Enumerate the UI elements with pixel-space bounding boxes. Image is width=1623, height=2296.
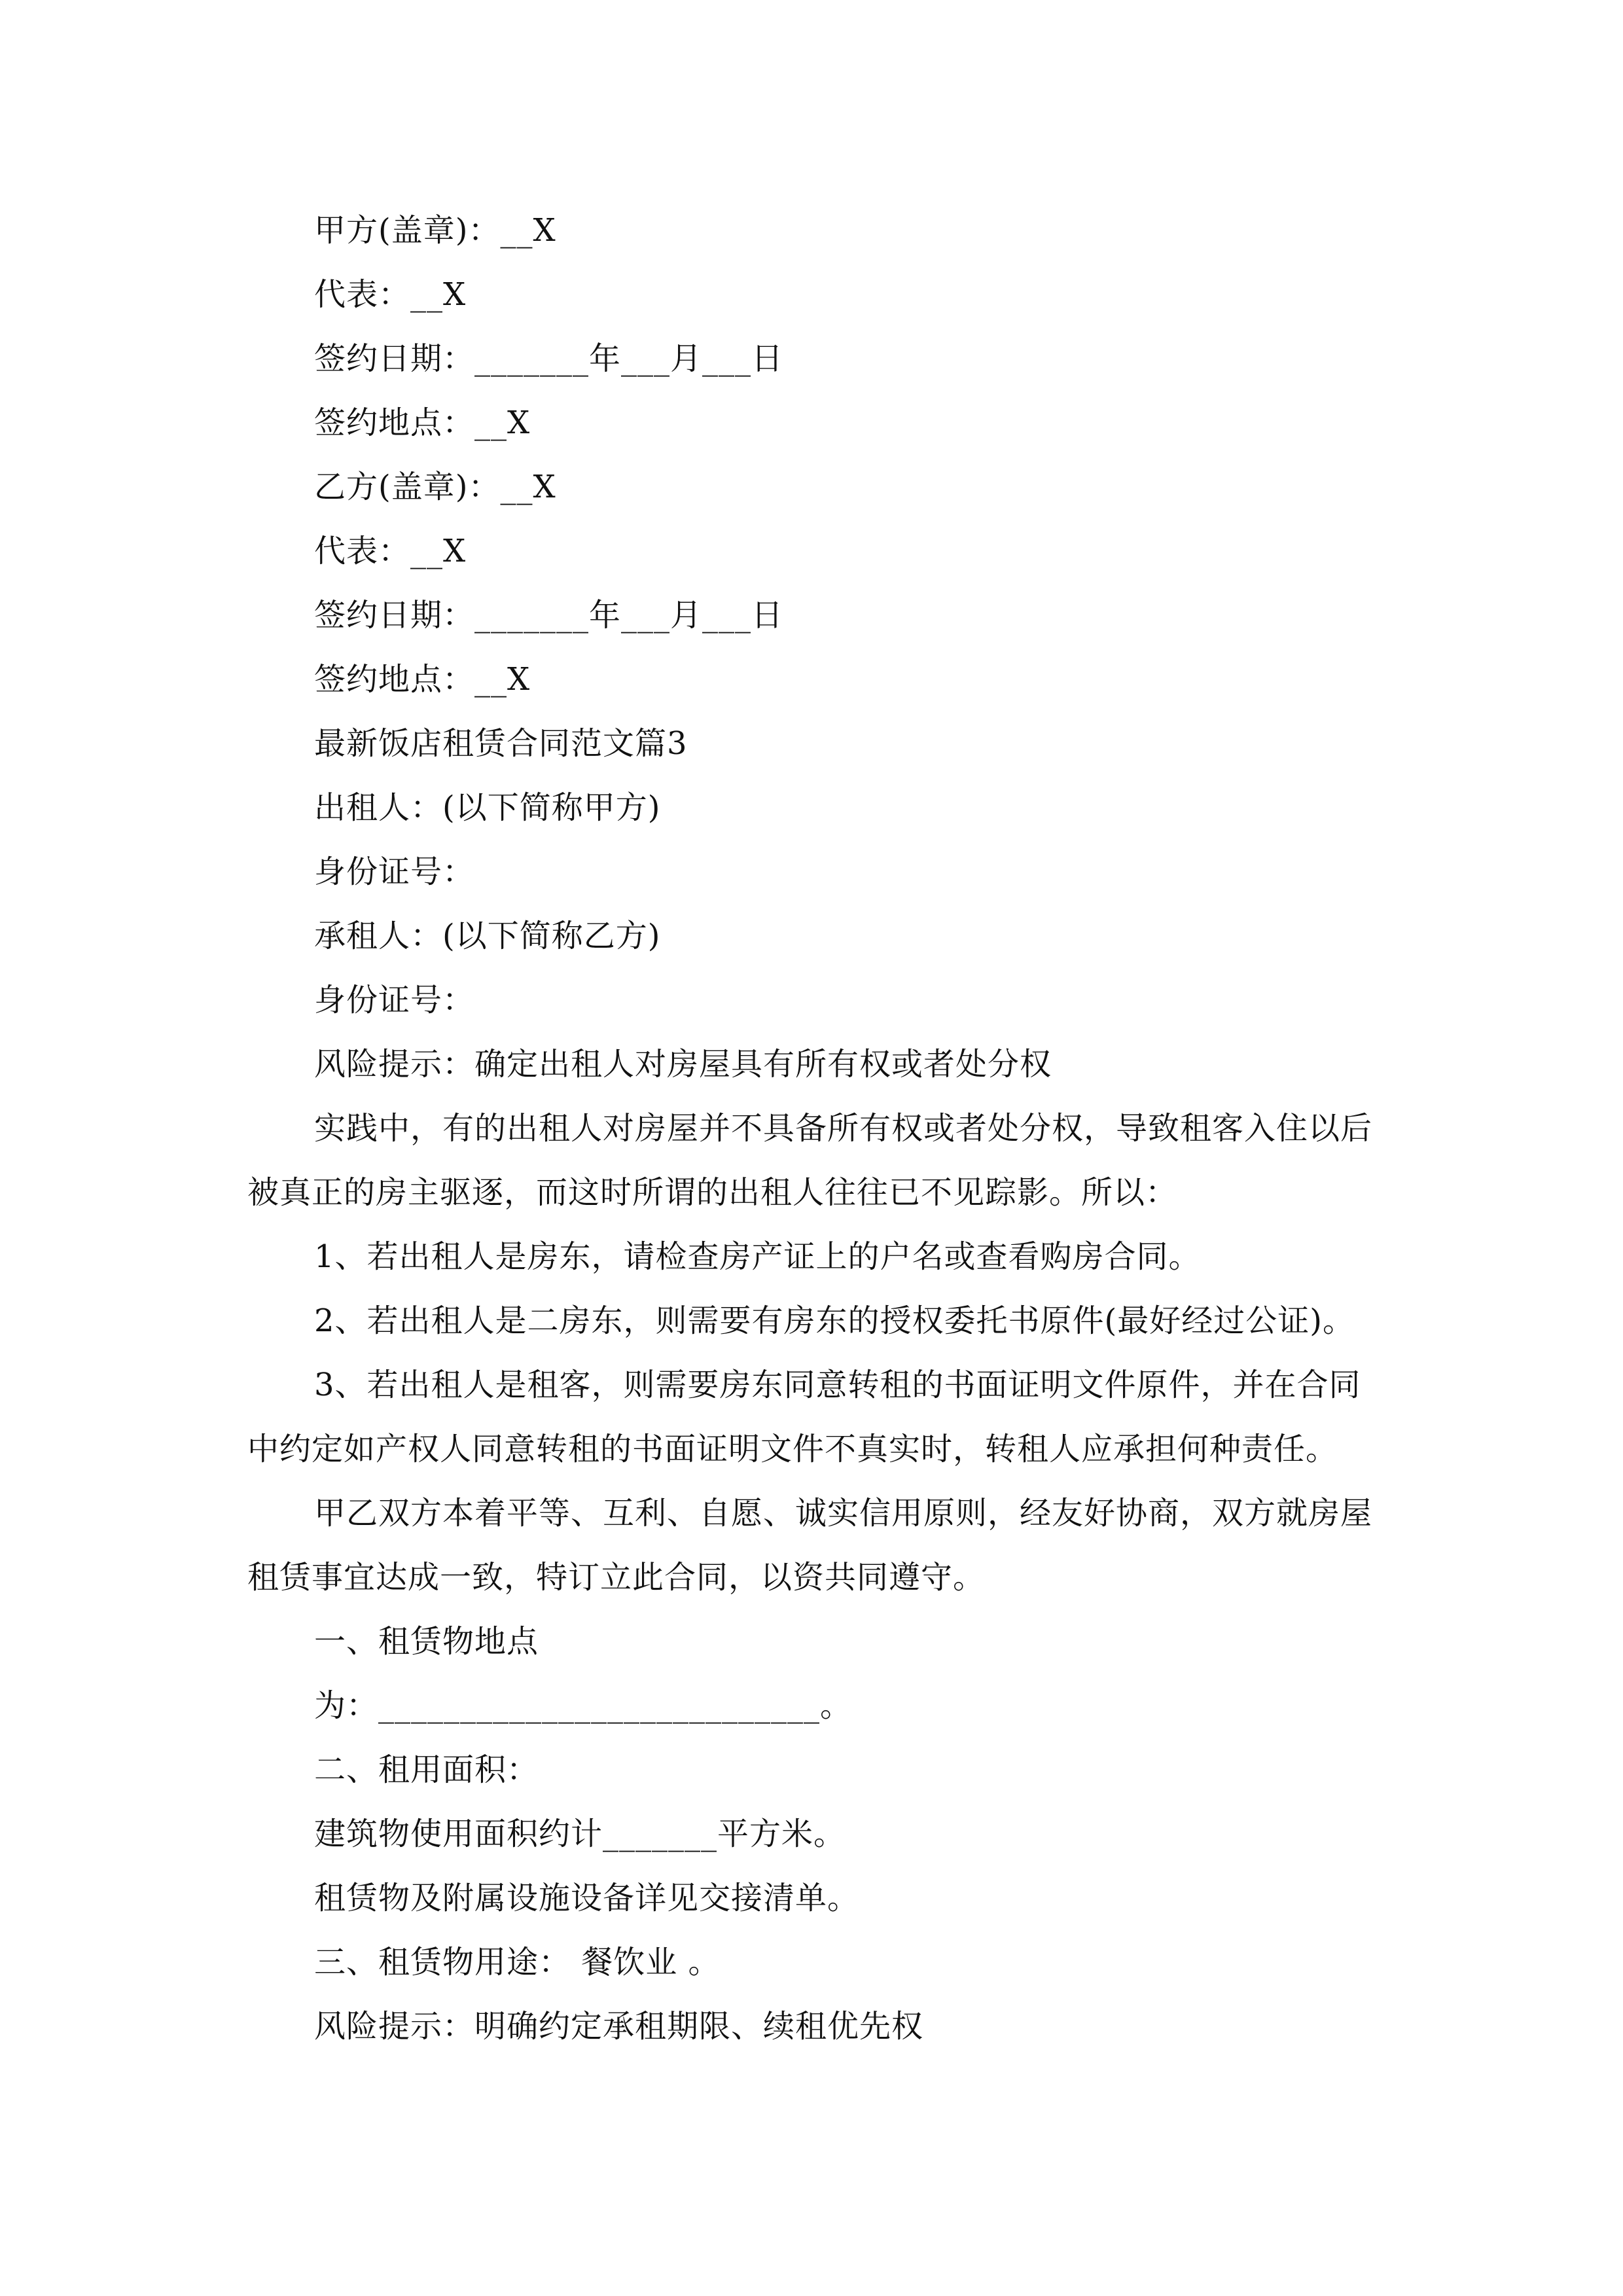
party-a-sign-date-line: 签约日期：_______年___月___日 <box>314 340 784 377</box>
party-b-seal-line: 乙方(盖章)：__X <box>314 469 556 505</box>
party-b-representative-line: 代表：__X <box>314 533 467 569</box>
agreement-paragraph-line-2: 租赁事宜达成一致，特订立此合同，以资共同遵守。 <box>247 1559 986 1596</box>
lessor-id-line: 身份证号： <box>314 853 475 890</box>
party-a-sign-place-line: 签约地点：__X <box>314 404 531 441</box>
party-a-seal-line: 甲方(盖章)：__X <box>314 212 556 249</box>
section-title: 最新饭店租赁合同范文篇3 <box>314 725 688 762</box>
risk-tip-term: 风险提示：明确约定承租期限、续租优先权 <box>314 2008 924 2045</box>
lessor-line: 出租人：(以下简称甲方) <box>314 789 661 826</box>
clause-2-facilities-line: 租赁物及附属设施设备详见交接清单。 <box>314 1880 860 1916</box>
clause-2-heading: 二、租用面积： <box>314 1751 539 1788</box>
clause-1-address-line: 为：___________________________。 <box>314 1687 853 1724</box>
risk-tip-ownership: 风险提示：确定出租人对房屋具有所有权或者处分权 <box>314 1046 1052 1083</box>
item-1-line: 1、若出租人是房东，请检查房产证上的户名或查看购房合同。 <box>314 1238 1201 1275</box>
practice-paragraph-line-2: 被真正的房主驱逐，而这时所谓的出租人往往已不见踪影。所以： <box>247 1174 1178 1211</box>
item-3-line-2: 中约定如产权人同意转租的书面证明文件不真实时，转租人应承担何种责任。 <box>247 1431 1338 1467</box>
clause-3-usage-line: 三、租赁物用途： 餐饮业 。 <box>314 1944 721 1981</box>
party-a-representative-line: 代表：__X <box>314 276 467 313</box>
clause-1-heading: 一、租赁物地点 <box>314 1623 539 1660</box>
party-b-sign-place-line: 签约地点：__X <box>314 661 531 698</box>
practice-paragraph-line-1: 实践中，有的出租人对房屋并不具备所有权或者处分权，导致租客入住以后 <box>314 1110 1373 1147</box>
item-3-line-1: 3、若出租人是租客，则需要房东同意转租的书面证明文件原件，并在合同 <box>314 1367 1361 1403</box>
party-b-sign-date-line: 签约日期：_______年___月___日 <box>314 597 784 634</box>
clause-2-area-line: 建筑物使用面积约计_______平方米。 <box>314 1816 846 1852</box>
lessee-line: 承租人：(以下简称乙方) <box>314 918 661 954</box>
item-2-line: 2、若出租人是二房东，则需要有房东的授权委托书原件(最好经过公证)。 <box>314 1302 1355 1339</box>
agreement-paragraph-line-1: 甲乙双方本着平等、互利、自愿、诚实信用原则，经友好协商，双方就房屋 <box>314 1495 1373 1532</box>
lessee-id-line: 身份证号： <box>314 982 475 1018</box>
